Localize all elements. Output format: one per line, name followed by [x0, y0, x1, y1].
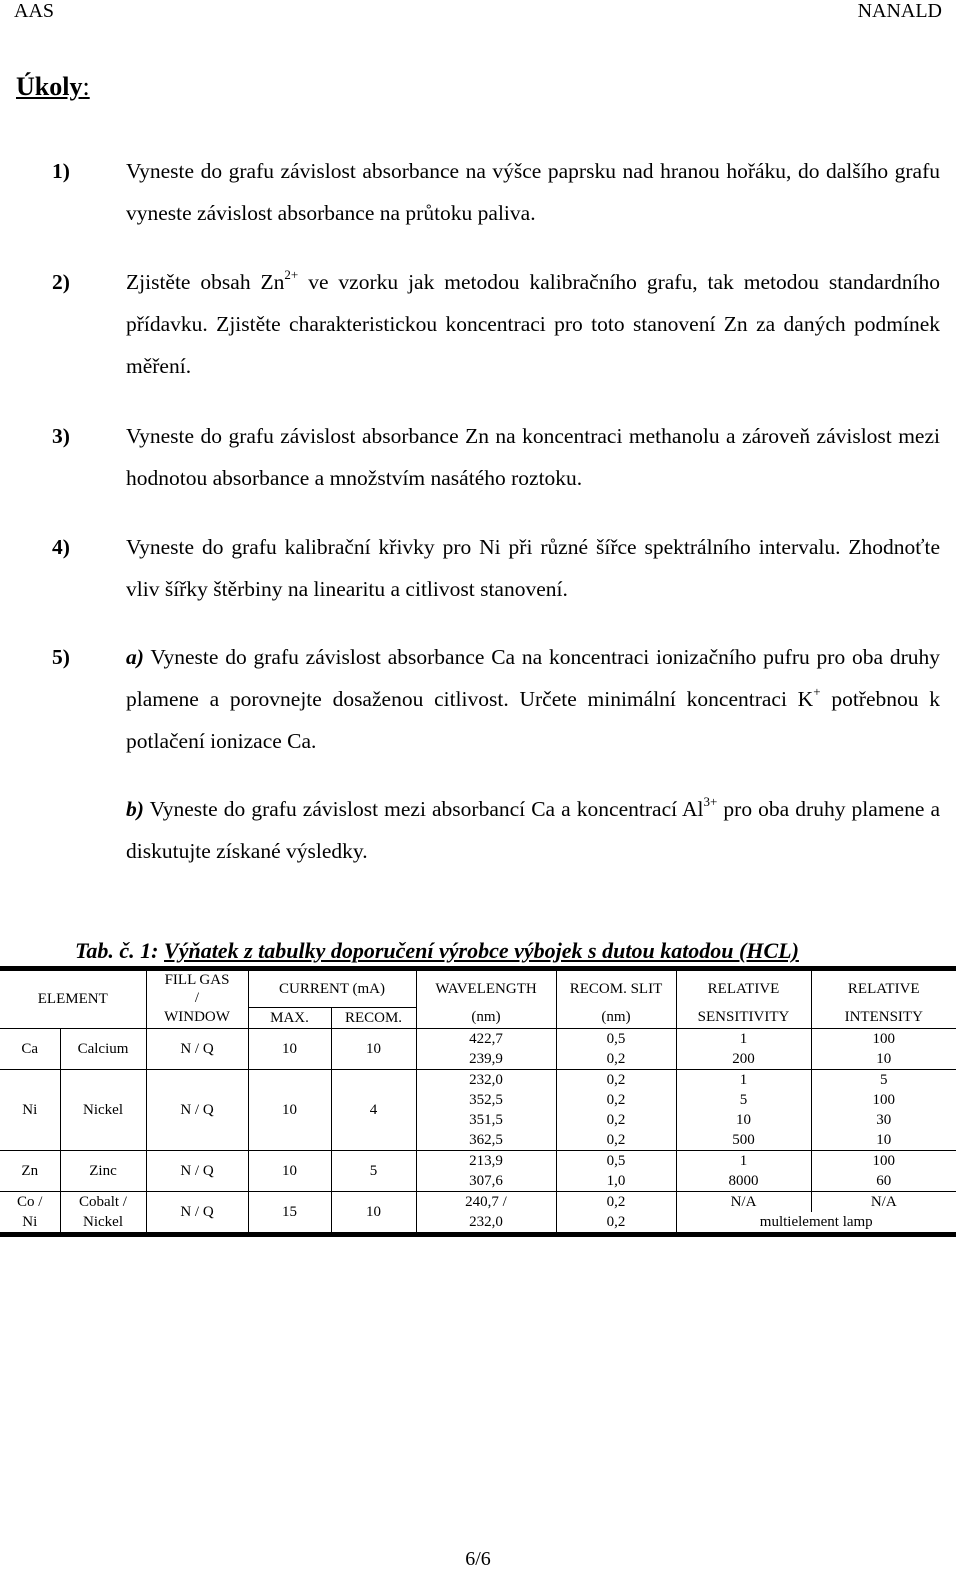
- element-symbol: Zn: [21, 1162, 39, 1179]
- wavelength: 362,5: [416, 1130, 556, 1151]
- sensitivity: 10: [676, 1110, 811, 1130]
- fill-gas: N / Q: [146, 1150, 248, 1191]
- current-recom: 10: [331, 1191, 416, 1234]
- slit: 0,2: [556, 1090, 676, 1110]
- intensity: 10: [811, 1130, 956, 1151]
- intensity: 100: [811, 1150, 956, 1171]
- task-number: 4): [52, 535, 70, 559]
- task-5a-text: a) Vyneste do grafu závislost absorbance Ca na koncentraci ionizačního pufru pro oba druhy plamene a porovnejte dosaženou citlivost. Určete minimální koncentraci K+ potřebnou k potlačení ionizace Ca.: [126, 645, 940, 753]
- task-text: Zjistěte obsah $Zn^{2+}$ ve vzorku jak metodou kalibračního grafu, tak metodou standardního přídavku. Zjistěte charakteristickou koncentraci pro toto stanovení Zn za daných podmínek měření.: [126, 267, 940, 378]
- table-row: [0, 1069, 956, 1090]
- table-row: [0, 1150, 956, 1171]
- header-element: ELEMENT: [37, 991, 108, 1008]
- slit: 0,2: [556, 1069, 676, 1090]
- table-header-row: [0, 969, 956, 1008]
- header-relative-sensitivity: RELATIVE: [676, 969, 811, 1008]
- task-number: 3): [52, 424, 70, 448]
- current-max: 10: [248, 1028, 331, 1069]
- intensity: 10: [811, 1049, 956, 1070]
- sensitivity: 1: [676, 1150, 811, 1171]
- element-name: Cobalt / Nickel: [60, 1191, 146, 1234]
- task-number: 5): [52, 645, 70, 669]
- wavelength: 307,6: [416, 1171, 556, 1192]
- header-slit: RECOM. SLIT: [556, 969, 676, 1008]
- sensitivity: 8000: [676, 1171, 811, 1192]
- wavelength: 352,5: [416, 1090, 556, 1110]
- element-symbol: Ni: [22, 1101, 38, 1118]
- current-recom: 10: [331, 1028, 416, 1069]
- header-intensity: INTENSITY: [811, 1007, 956, 1028]
- intensity: N/A: [811, 1191, 956, 1212]
- task-text: Vyneste do grafu závislost absorbance na výšce paprsku nad hranou hořáku, do dalšího grafu vyneste závislost absorbance na průtoku paliva.: [126, 159, 940, 225]
- slit: 0,2: [556, 1130, 676, 1151]
- intensity: 30: [811, 1110, 956, 1130]
- sensitivity: 1: [676, 1028, 811, 1049]
- element-symbol: Ca: [21, 1040, 39, 1057]
- task-2: [52, 261, 940, 387]
- slit: 0,2: [556, 1191, 676, 1212]
- header-slit-unit: (nm): [556, 1007, 676, 1028]
- header-max: MAX.: [248, 1007, 331, 1028]
- lamp-note: multielement lamp: [676, 1212, 956, 1235]
- element-name: Zinc: [60, 1150, 146, 1191]
- task-3: [52, 415, 940, 499]
- task-5b-text: b) Vyneste do grafu závislost mezi absorbancí Ca a koncentrací $Al^{3+}$ pro oba druhy plamene a diskutujte získané výsledky.: [126, 794, 941, 863]
- wavelength: 213,9: [416, 1150, 556, 1171]
- current-max: 10: [248, 1069, 331, 1150]
- sensitivity: 200: [676, 1049, 811, 1070]
- intensity: 5: [811, 1069, 956, 1090]
- header-wavelength: WAVELENGTH: [416, 969, 556, 1008]
- current-max: 15: [248, 1191, 331, 1234]
- fill-gas: N / Q: [146, 1028, 248, 1069]
- wavelength: 239,9: [416, 1049, 556, 1070]
- intensity: 100: [811, 1028, 956, 1049]
- intensity: 60: [811, 1171, 956, 1192]
- current-max: 10: [248, 1150, 331, 1191]
- element-name: Nickel: [60, 1069, 146, 1150]
- slit: 0,5: [556, 1028, 676, 1049]
- header-recom: RECOM.: [331, 1007, 416, 1028]
- header-current: CURRENT (mA): [248, 969, 416, 1008]
- wavelength: 422,7: [416, 1028, 556, 1049]
- table-caption: Tab. č. 1: Výňatek z tabulky doporučení výrobce výbojek s dutou katodou (HCL): [75, 938, 799, 963]
- wavelength: 232,0: [416, 1069, 556, 1090]
- slit: 1,0: [556, 1171, 676, 1192]
- table-row: [0, 1191, 956, 1212]
- header-left-label: AAS: [14, 0, 55, 22]
- header-right-label: NANALD: [857, 0, 942, 22]
- task-text: Vyneste do grafu kalibrační křivky pro Ni při různé šířce spektrálního intervalu. Zhodnoťte vliv šířky štěrbiny na linearitu a citlivost stanovení.: [126, 535, 940, 601]
- task-4: [52, 526, 940, 610]
- task-number: 2): [52, 270, 70, 294]
- slit: 0,5: [556, 1150, 676, 1171]
- slit: 0,2: [556, 1049, 676, 1070]
- task-number: 1): [52, 159, 70, 183]
- wavelength: 240,7 /: [416, 1191, 556, 1212]
- element-name: Calcium: [60, 1028, 146, 1069]
- fill-gas: N / Q: [146, 1069, 248, 1150]
- slit: 0,2: [556, 1212, 676, 1235]
- header-fill-gas: FILL GAS /: [146, 969, 248, 1008]
- slit: 0,2: [556, 1110, 676, 1130]
- fill-gas: N / Q: [146, 1191, 248, 1234]
- task-1: [52, 150, 940, 234]
- header-window: WINDOW: [146, 1007, 248, 1028]
- header-relative-intensity: RELATIVE: [811, 969, 956, 1008]
- page-title: Úkoly:: [16, 72, 90, 101]
- sensitivity: 1: [676, 1069, 811, 1090]
- header-wavelength-unit: (nm): [416, 1007, 556, 1028]
- header-sensitivity: SENSITIVITY: [676, 1007, 811, 1028]
- hcl-table: [0, 966, 956, 1237]
- wavelength: 232,0: [416, 1212, 556, 1235]
- current-recom: 4: [331, 1069, 416, 1150]
- task-text: Vyneste do grafu závislost absorbance Zn na koncentraci methanolu a zároveň závislost mezi hodnotou absorbance a množstvím nasátého roztoku.: [126, 424, 940, 490]
- sensitivity: 500: [676, 1130, 811, 1151]
- element-symbol: Co / Ni: [17, 1193, 43, 1230]
- table-row: [0, 1028, 956, 1049]
- sensitivity: N/A: [676, 1191, 811, 1212]
- task-5: [52, 636, 940, 872]
- intensity: 100: [811, 1090, 956, 1110]
- current-recom: 5: [331, 1150, 416, 1191]
- sensitivity: 5: [676, 1090, 811, 1110]
- page-number: 6/6: [465, 1548, 491, 1570]
- wavelength: 351,5: [416, 1110, 556, 1130]
